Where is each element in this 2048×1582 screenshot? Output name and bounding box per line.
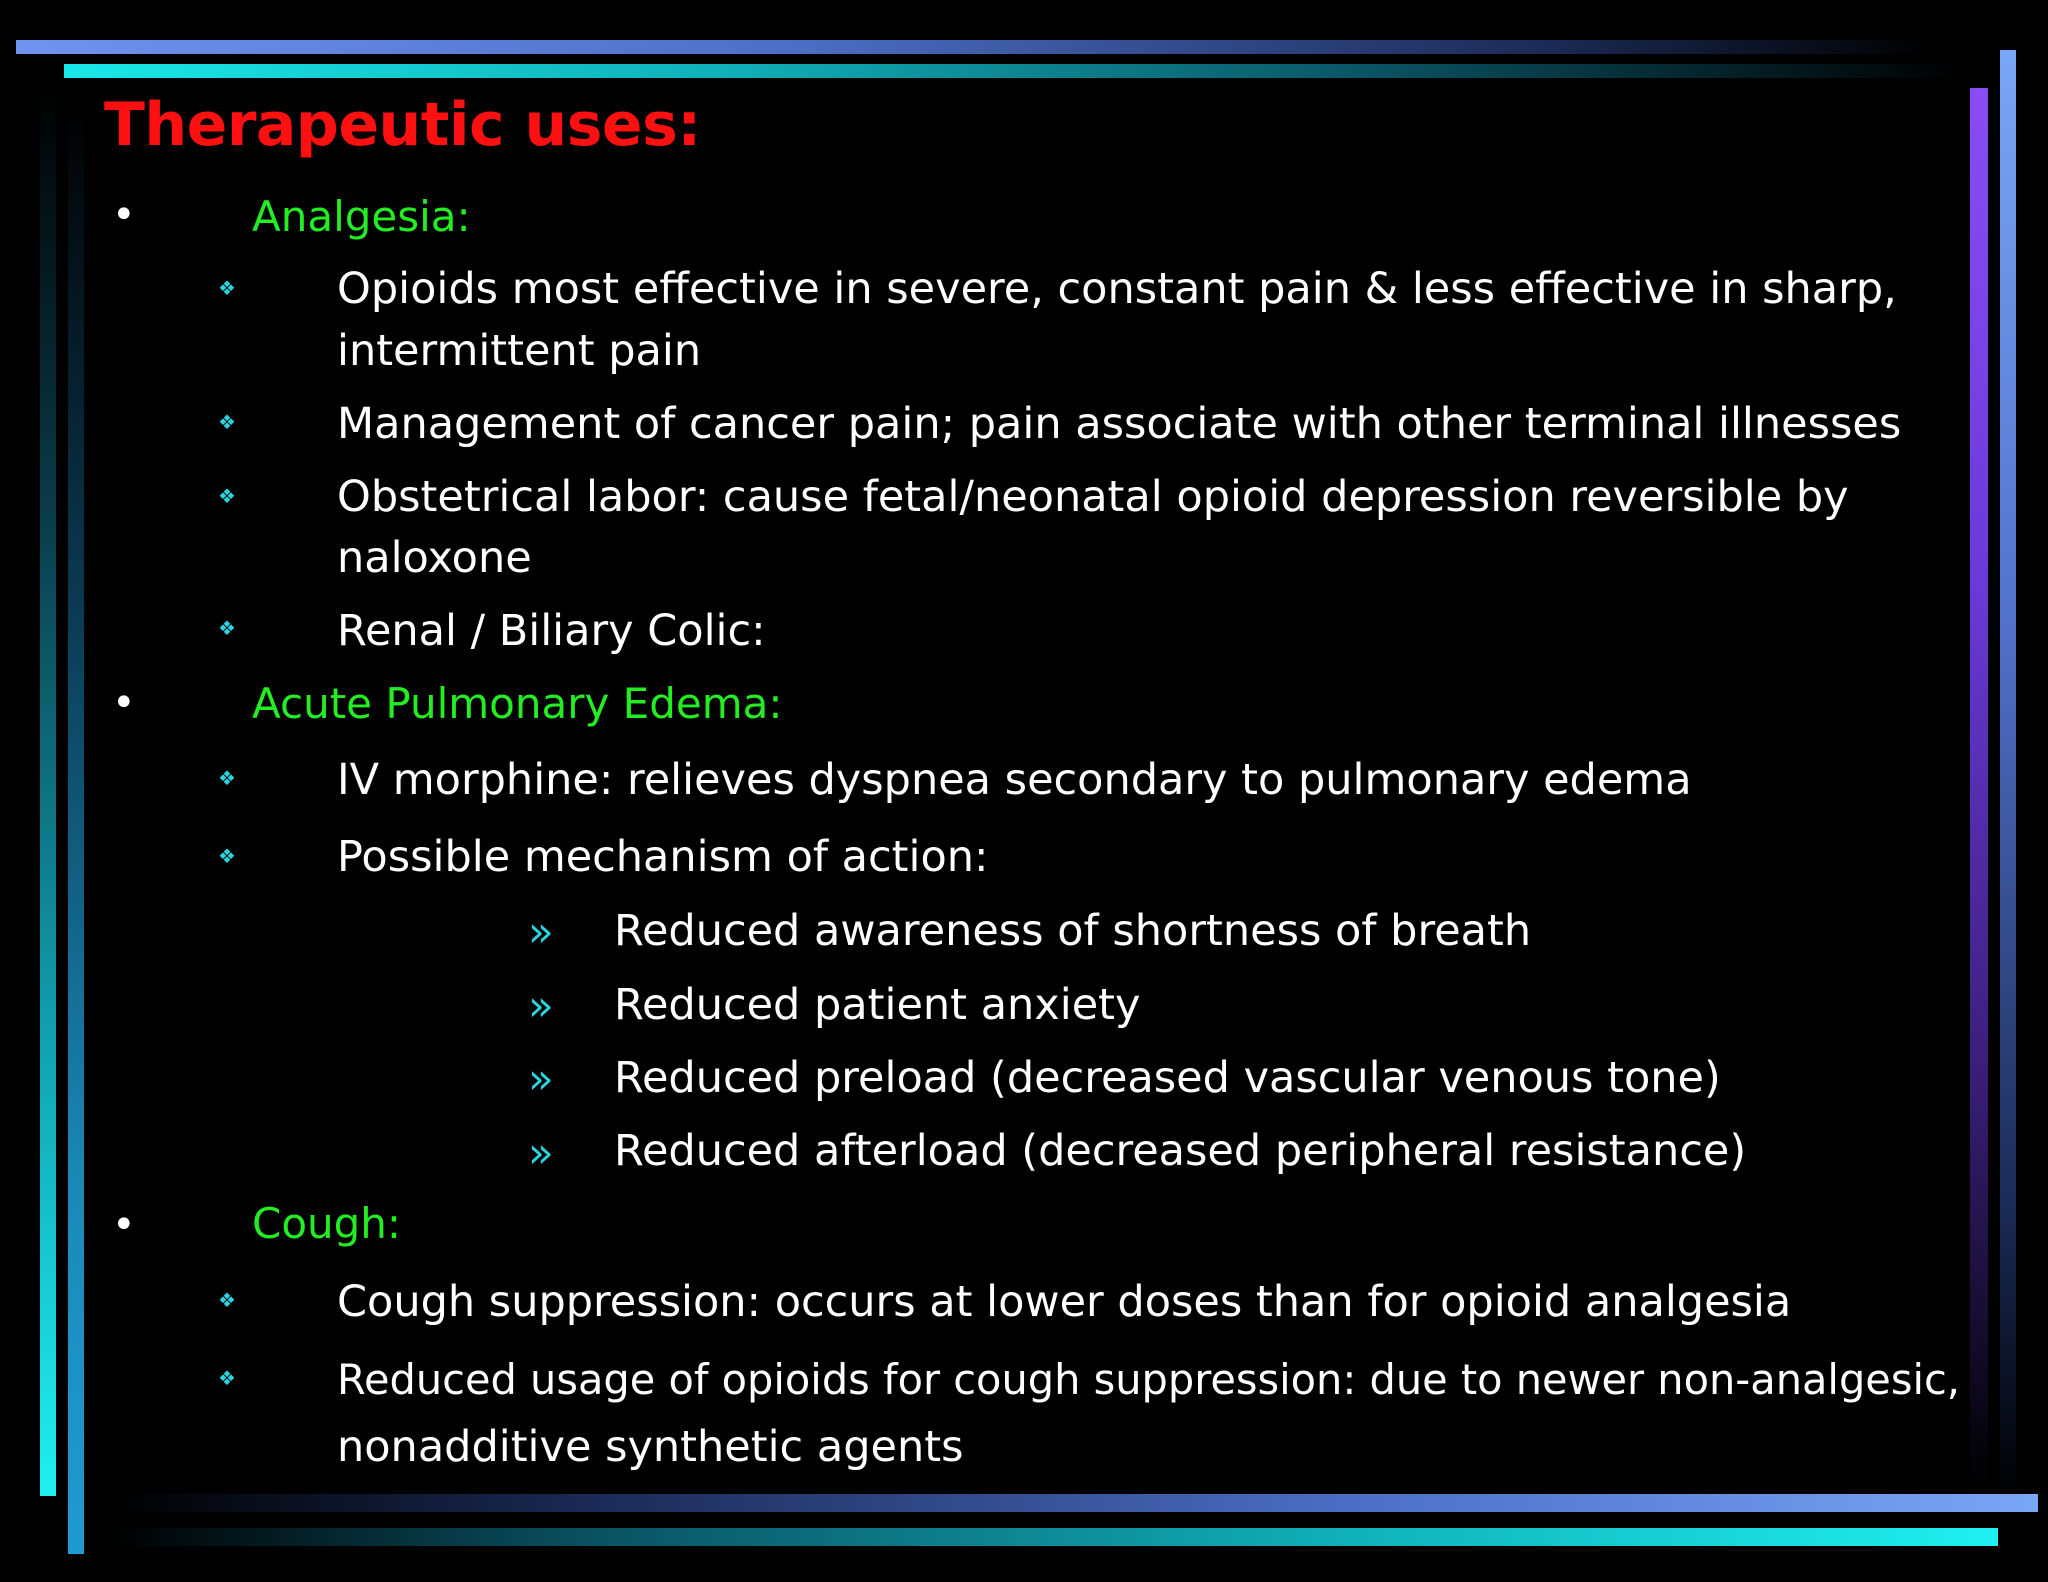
section-heading-analgesia: Analgesia:: [252, 192, 471, 241]
bottom-frame-bar: [110, 1494, 2038, 1512]
list-item: Obstetrical labor: cause fetal/neonatal opioid depression reversible by: [337, 472, 1849, 522]
list-item: Possible mechanism of action:: [337, 832, 989, 882]
list-item-continued: intermittent pain: [337, 326, 702, 376]
diamond-bullet-icon: ❖: [218, 276, 236, 300]
mechanism-item: Reduced patient anxiety: [614, 980, 1141, 1030]
diamond-bullet-icon: ❖: [218, 616, 236, 640]
arrow-bullet-icon: »: [528, 1128, 554, 1177]
section-heading-pulmonary-edema: Acute Pulmonary Edema:: [252, 679, 783, 728]
diamond-bullet-icon: ❖: [218, 1366, 236, 1390]
list-item: Renal / Biliary Colic:: [337, 606, 766, 656]
left-frame-bar: [40, 80, 56, 1496]
bottom-frame-bar-inner: [110, 1528, 1998, 1546]
list-item: IV morphine: relieves dyspnea secondary to pulmonary edema: [337, 755, 1692, 805]
list-item: Cough suppression: occurs at lower doses than for opioid analgesia: [337, 1277, 1792, 1327]
slide-title: Therapeutic uses:: [104, 90, 701, 160]
diamond-bullet-icon: ❖: [218, 766, 236, 790]
list-item: Management of cancer pain; pain associate with other terminal illnesses: [337, 399, 1902, 449]
right-frame-bar: [2000, 50, 2016, 1500]
diamond-bullet-icon: ❖: [218, 410, 236, 434]
list-item-continued: nonadditive synthetic agents: [337, 1422, 964, 1472]
arrow-bullet-icon: »: [528, 907, 554, 956]
mechanism-item: Reduced awareness of shortness of breath: [614, 906, 1532, 956]
bullet-icon: •: [112, 192, 136, 238]
bullet-icon: •: [112, 680, 136, 726]
list-item: Opioids most effective in severe, constant pain & less effective in sharp,: [337, 264, 1897, 314]
section-heading-cough: Cough:: [252, 1199, 402, 1248]
diamond-bullet-icon: ❖: [218, 1288, 236, 1312]
left-frame-bar-inner: [68, 100, 84, 1554]
top-frame-bar: [16, 40, 1936, 54]
list-item-continued: naloxone: [337, 533, 532, 583]
diamond-bullet-icon: ❖: [218, 844, 236, 868]
arrow-bullet-icon: »: [528, 1054, 554, 1103]
top-frame-bar-inner: [64, 64, 1964, 78]
right-frame-bar-inner: [1970, 88, 1988, 1488]
mechanism-item: Reduced afterload (decreased peripheral resistance): [614, 1126, 1747, 1176]
arrow-bullet-icon: »: [528, 981, 554, 1030]
list-item: Reduced usage of opioids for cough suppression: due to newer non-analgesic,: [337, 1355, 1960, 1404]
mechanism-item: Reduced preload (decreased vascular venous tone): [614, 1053, 1721, 1103]
diamond-bullet-icon: ❖: [218, 484, 236, 508]
bullet-icon: •: [112, 1202, 136, 1248]
